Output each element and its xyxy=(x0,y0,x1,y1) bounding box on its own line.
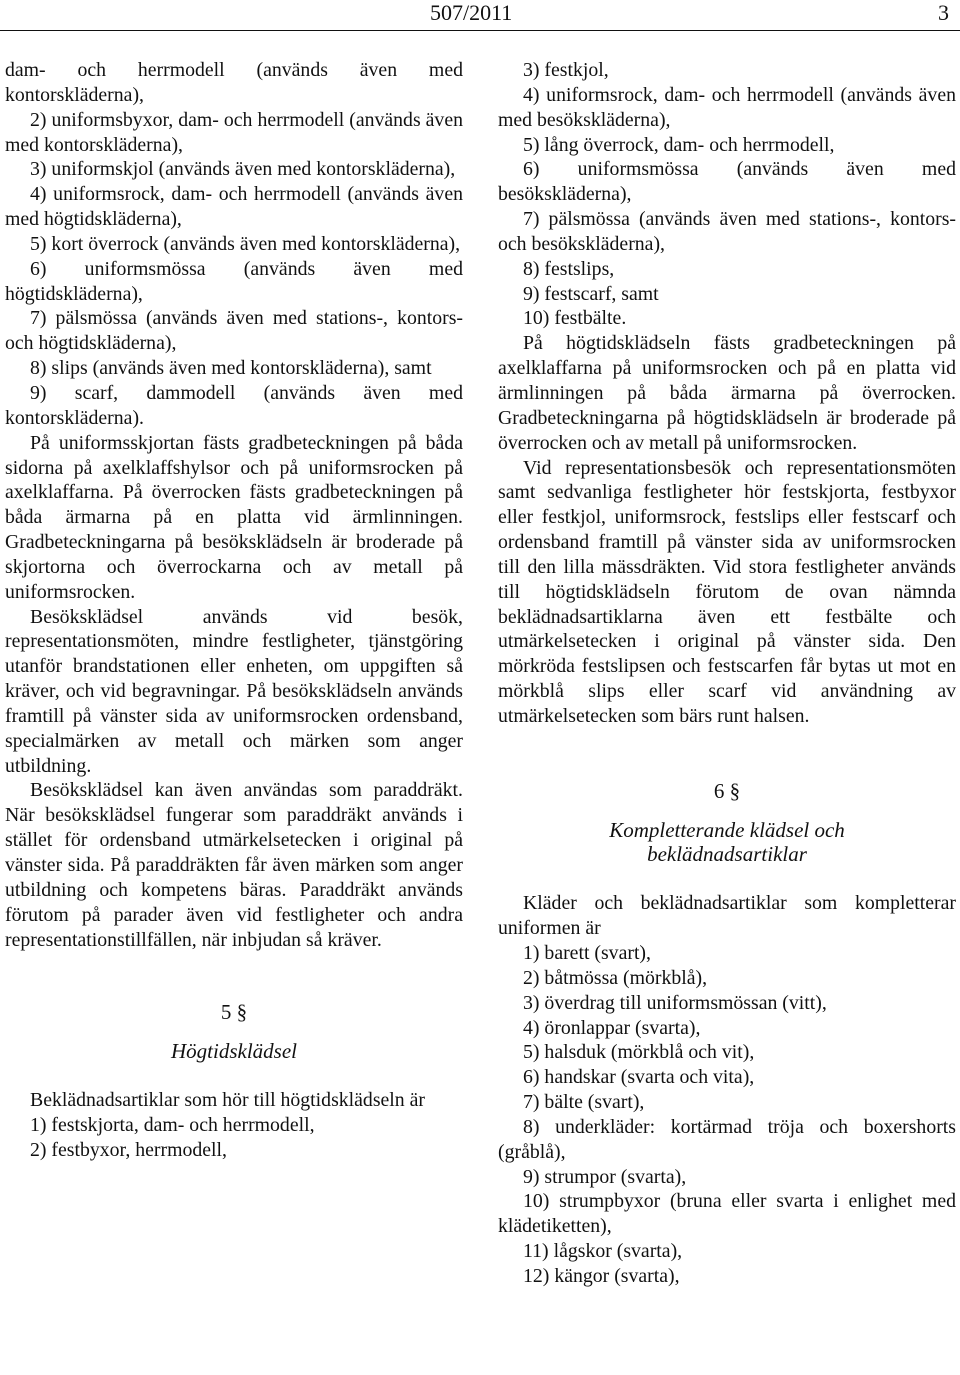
section-title: Kompletterande klädsel och beklädnadsartiklar xyxy=(609,817,845,867)
list-item: 6) uniformsmössa (används även med besökskläderna), xyxy=(498,158,956,206)
list-item: 4) öronlappar (svarta), xyxy=(523,1016,701,1039)
list-item: 3) uniformskjol (används även med kontorskläderna), xyxy=(30,158,456,181)
list-item: 9) strumpor (svarta), xyxy=(523,1165,687,1188)
list-item: 5) halsduk (mörkblå och vit), xyxy=(523,1041,755,1064)
paragraph: Beklädnadsartiklar som hör till högtidsklädseln är xyxy=(30,1089,425,1112)
header-rule xyxy=(0,30,960,31)
section-number: 6 § xyxy=(713,778,741,803)
list-item: 10) strumpbyxor (bruna eller svarta i enlighet med klädetiketten), xyxy=(498,1190,956,1238)
right-column xyxy=(498,58,956,1289)
document-reference: 507/2011 xyxy=(430,0,513,25)
list-item: 2) uniformsbyxor, dam- och herrmodell (används även med kontorskläderna), xyxy=(5,108,463,156)
list-item: 10) festbälte. xyxy=(523,307,627,330)
list-item: 2) festbyxor, herrmodell, xyxy=(30,1138,227,1161)
list-item: 5) lång överrock, dam- och herrmodell, xyxy=(523,133,835,156)
paragraph: Vid representationsbesök och representationsmöten samt sedvanliga festligheter hör festskjorta, festbyxor eller festkjol, uniformsrock, festslips eller festscarf och ordensband framtill på vänster sida av uniformsrocken till den lilla mässdräkten. Vid stora festligheter används till högtidsklädseln förutom de ovan nämnda beklädnadsartiklarna även ett festbälte och utmärkelsetecken i original på vänster sida. Den mörkröda festslipsen och festscarfen får bytas ut mot en mörkblå slips eller scarf vid användning av utmärkelsetecken som bärs runt halsen. xyxy=(498,456,956,727)
list-item: 4) uniformsrock, dam- och herrmodell (används även med högtidskläderna), xyxy=(5,183,463,231)
list-item: 6) uniformsmössa (används även med högtidskläderna), xyxy=(5,257,463,305)
list-item: 3) festkjol, xyxy=(523,59,609,81)
list-item: 11) lågskor (svarta), xyxy=(523,1240,683,1263)
list-item: 5) kort överrock (används även med kontorskläderna), xyxy=(30,232,461,255)
list-item: 1) barett (svart), xyxy=(523,942,651,964)
list-item: 12) kängor (svarta), xyxy=(523,1264,680,1287)
list-item: 3) överdrag till uniformsmössan (vitt), xyxy=(523,991,827,1014)
list-item: 8) underkläder: kortärmad tröja och boxershorts (gråblå), xyxy=(498,1115,956,1163)
list-continuation: dam- och herrmodell (används även med kontorskläderna), xyxy=(5,59,463,106)
list-item: 1) festskjorta, dam- och herrmodell, xyxy=(30,1113,315,1136)
list-item: 4) uniformsrock, dam- och herrmodell (används även med besökskläderna), xyxy=(498,83,956,131)
paragraph: På uniformsskjortan fästs gradbeteckningen på båda sidorna på axelklaffshylsor och på uniformsrocken på axelklaffarna. På överrocken fästs gradbeteckningen på båda ärmarna på en platta vid ärmlinningen. Gradbeteckningarna på besöksklädseln är broderade på skjortorna och överrockarna och av metall på uniformsrocken. xyxy=(5,431,463,603)
list-item: 7) pälsmössa (används även med stations-, kontors- och besökskläderna), xyxy=(498,208,956,255)
list-item: 6) handskar (svarta och vita), xyxy=(523,1066,755,1089)
section-heading xyxy=(498,779,956,868)
page-header xyxy=(0,0,960,30)
left-column xyxy=(5,58,463,1163)
section-heading xyxy=(5,1000,463,1064)
paragraph: På högtidsklädseln fästs gradbeteckningen på axelklaffarna på uniformsrocken och på en platta vid ärmlinningen på båda ärmarna på överrocken. Gradbeteckningarna på högtidsklädseln är broderade på överrocken och av metall på uniformsrocken. xyxy=(498,332,956,454)
paragraph: Besöksklädsel används vid besök, representationsmöten, mindre festligheter, tjänstgöring utanför brandstationen eller enheten, om uppgiften så kräver, och vid begravningar. På besöksklädseln används framtill på vänster sida av uniformsrocken ordensband, specialmärken av metall och märken som anger utbildning. xyxy=(5,605,463,777)
list-item: 7) bälte (svart), xyxy=(523,1091,645,1114)
list-item: 8) slips (används även med kontorskläderna), samt xyxy=(30,357,432,380)
list-item: 7) pälsmössa (används även med stations-, kontors- och högtidskläderna), xyxy=(5,307,463,355)
section-title: Högtidsklädsel xyxy=(171,1039,297,1064)
paragraph: Kläder och beklädnadsartiklar som kompletterar uniformen är xyxy=(498,892,956,940)
page-number: 3 xyxy=(938,0,949,25)
section-number: 5 § xyxy=(220,1000,248,1025)
list-item: 8) festslips, xyxy=(523,257,615,280)
paragraph: Besöksklädsel kan även användas som paraddräkt. När besöksklädsel fungerar som paraddräkt används i stället för ordensband utmärkelsetecken i original på vänster sida. På paraddräkten får även märken som anger utbildning och kompetens bäras. Paraddräkt används förutom på parader även vid festligheter och andra representationstillfällen, när inbjudan så kräver. xyxy=(5,779,463,951)
list-item: 9) festscarf, samt xyxy=(523,282,659,305)
list-item: 9) scarf, dammodell (används även med kontorskläderna). xyxy=(5,381,463,429)
list-item: 2) båtmössa (mörkblå), xyxy=(523,966,708,989)
